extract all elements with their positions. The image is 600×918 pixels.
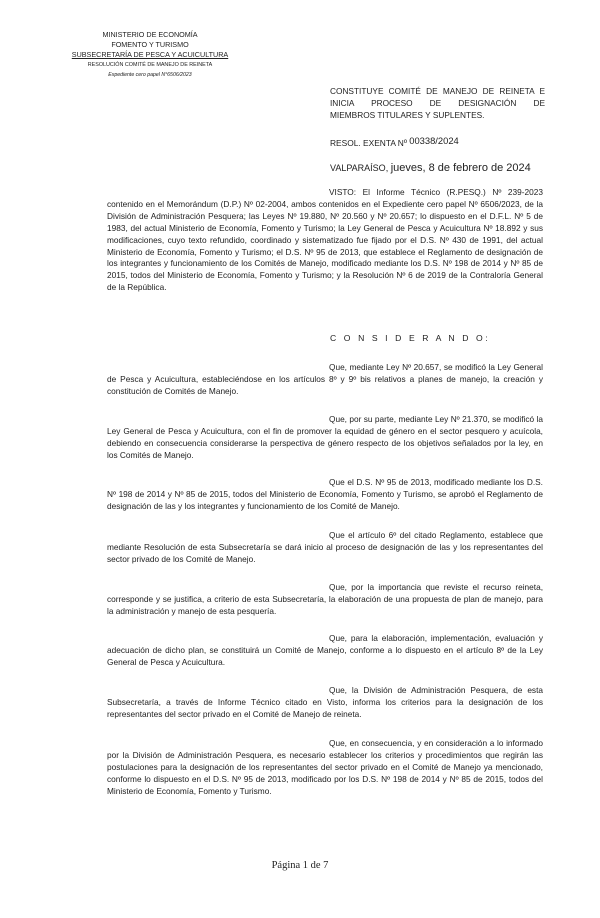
paragraph-text: Que el artículo 6º del citado Reglamento, establece que mediante Resolución de esta Subsecretaría se dará inicio al proceso de designación de las y los representantes del sector privado de los Comité de Manejo. <box>107 530 543 564</box>
page-number: Página 1 de 7 <box>271 860 329 871</box>
paragraph-6 <box>107 633 543 669</box>
paragraph-text: Que, para la elaboración, implementación, evaluación y adecuación de dicho plan, se constituirá un Comité de Manejo, conforme a lo dispuesto en el artículo 8º de la Ley General de Pesca y Acuicultura. <box>107 633 543 667</box>
document-title <box>330 85 545 121</box>
paragraph-7 <box>107 685 543 721</box>
date-line <box>330 162 531 174</box>
expediente-label: Expediente cero papel N°6506/2023 <box>108 72 192 78</box>
paragraph-4 <box>107 530 543 566</box>
paragraph-text: Que, mediante Ley Nº 20.657, se modificó la Ley General de Pesca y Acuicultura, estableciéndose en los artículos 8º y 9º bis relativos a planes de manejo, la creación y constitución de Comités de Manejo. <box>107 362 543 396</box>
paragraph-2 <box>107 414 543 462</box>
paragraph-text: Que, la División de Administración Pesquera, de esta Subsecretaría, a través de Informe Técnico citado en Visto, informa los criterios para la designación de los representantes del sector privado en el Comité de Manejo de reineta. <box>107 685 543 719</box>
title-line-2: INICIA PROCESO DE DESIGNACIÓN DE <box>330 98 545 108</box>
resolution-label: RESOL. EXENTA Nº <box>330 138 407 148</box>
title-line-1: CONSTITUYE COMITÉ DE MANEJO DE REINETA E <box>330 86 545 96</box>
ministry-name-2: FOMENTO Y TURISMO <box>111 40 189 49</box>
letterhead <box>60 30 240 80</box>
resolucion-label: RESOLUCIÓN COMITÉ DE MANEJO DE REINETA <box>87 62 213 68</box>
subsecretaria-name: SUBSECRETARÍA DE PESCA Y ACUICULTURA <box>71 50 229 59</box>
paragraph-3 <box>107 477 543 513</box>
paragraph-1 <box>107 362 543 398</box>
ministry-name: MINISTERIO DE ECONOMÍA <box>102 30 198 39</box>
paragraph-text: Que, por la importancia que reviste el recurso reineta, corresponde y se justifica, a criterio de esta Subsecretaría, la elaboración de una propuesta de plan de manejo, para la administración y manejo de esta pesquería. <box>107 582 543 616</box>
date-place: VALPARAÍSO, <box>330 163 389 173</box>
paragraph-text: Que, por su parte, mediante Ley Nº 21.370, se modificó la Ley General de Pesca y Acuicultura, con el fin de promover la equidad de género en el sector pesquero y acuícola, debiendo en consecuencia considerarse la perspectiva de género respecto de los objetivos señalados por la ley, en los Comités de Manejo. <box>107 414 543 460</box>
resolution-value: 00338/2024 <box>409 135 459 146</box>
visto-block <box>107 187 543 294</box>
visto-paragraph: VISTO: El Informe Técnico (R.PESQ.) Nº 239-2023 contenido en el Memorándum (D.P.) Nº 02-2004, ambos contenidos en el Expediente cero papel Nº 6506/2023, de la División de Administración Pesquera; las Leyes Nº 19.880, Nº 20.560 y Nº 20.657; lo dispuesto en el D.F.L. Nº 5 de 1983, del actual Ministerio de Economía, Fomento y Turismo; la Ley General de Pesca y Acuicultura Nº 18.892 y sus modificaciones, cuyo texto refundido, coordinado y sistematizado fue fijado por el D.S. Nº 430 de 1991, del actual Ministerio de Economía, Fomento y Turismo; el D.S. Nº 95 de 2013, que establece el Reglamento de designación de los integrantes y funcionamiento de los Comités de Manejo, modificado mediante los D.S. Nº 198 de 2014 y Nº 85 de 2015, todos del Ministerio de Economía, Fomento y Turismo; y la Resolución Nº 6 de 2019 de la Contraloría General de la República. <box>107 187 543 293</box>
resolution-number <box>330 137 459 148</box>
title-line-3: MIEMBROS TITULARES Y SUPLENTES. <box>330 110 485 120</box>
paragraph-text: Que, en consecuencia, y en consideración a lo informado por la División de Administración Pesquera, es necesario establecer los criterios y procedimientos que regirán las postulaciones para la designación de los representantes del sector privado en el Comité de Manejo ya mencionado, conforme lo dispuesto en el D.S. Nº 95 de 2013, modificado por los D.S. Nº 198 de 2014 y Nº 85 de 2015, todos del Ministerio de Economía, Fomento y Turismo. <box>107 738 543 796</box>
paragraph-text: Que el D.S. Nº 95 de 2013, modificado mediante los D.S. Nº 198 de 2014 y Nº 85 de 2015, todos del Ministerio de Economía, Fomento y Turismo, se aprobó el Reglamento de designación de las y los integrantes y funcionamiento de los Comité de Manejo. <box>107 477 543 511</box>
considerando-heading: C O N S I D E R A N D O: <box>330 333 491 343</box>
paragraph-5 <box>107 582 543 618</box>
date-text: jueves, 8 de febrero de 2024 <box>390 162 531 174</box>
paragraph-8 <box>107 738 543 798</box>
